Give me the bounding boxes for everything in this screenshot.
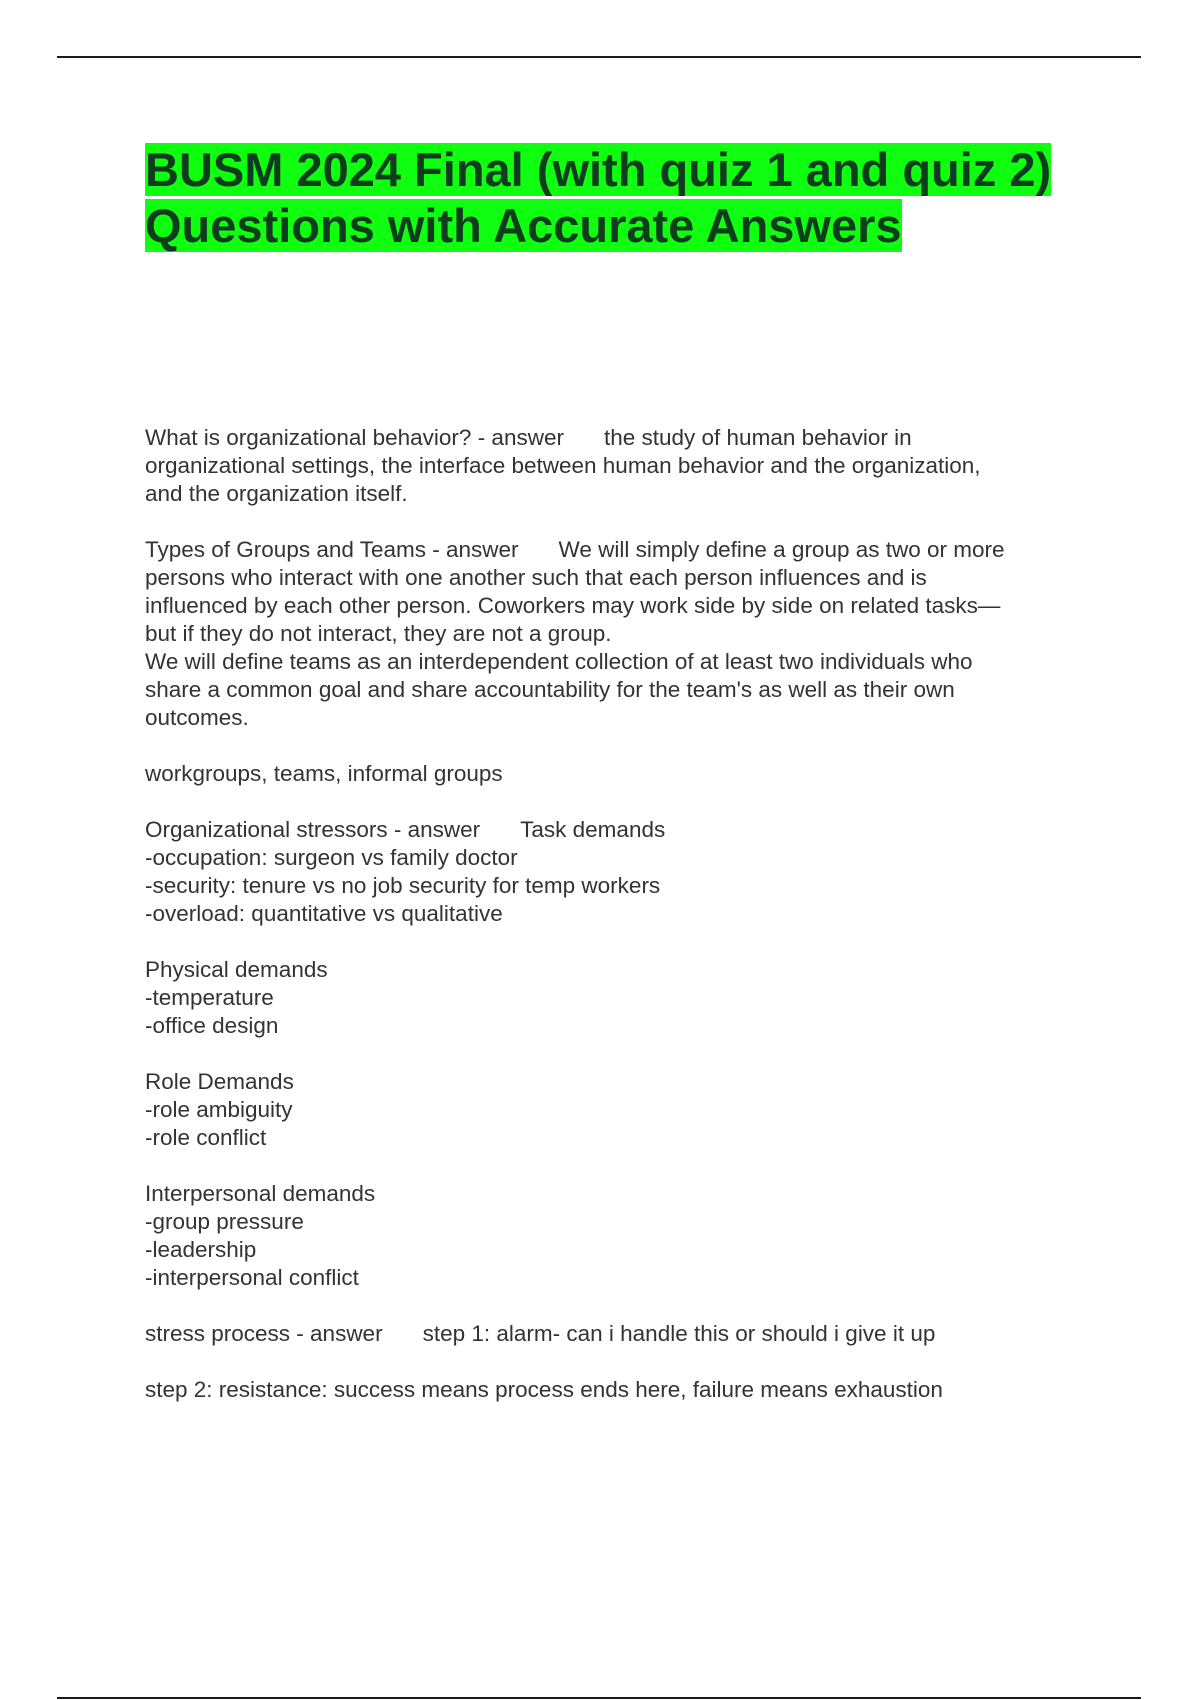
text-line: -leadership: [145, 1237, 257, 1262]
bottom-rule: [57, 1697, 1141, 1699]
question-text: What is organizational behavior? - answer: [145, 425, 564, 450]
text-line: Role Demands: [145, 1069, 294, 1094]
text-line: persons who interact with one another such that each person influences and is: [145, 565, 927, 590]
answer-text: We will simply define a group as two or more: [558, 537, 1005, 562]
text-line: Physical demands: [145, 957, 328, 982]
text-line: -group pressure: [145, 1209, 304, 1234]
answer-text: Task demands: [520, 817, 666, 842]
qa-paragraph: [145, 424, 1095, 508]
text-line: share a common goal and share accountability for the team's as well as their own: [145, 677, 955, 702]
qa-paragraph: [145, 956, 1095, 1040]
qa-paragraph: [145, 816, 1095, 928]
text-line: influenced by each other person. Coworkers may work side by side on related tasks—: [145, 593, 1001, 618]
text-line: and the organization itself.: [145, 481, 408, 506]
qa-paragraph: [145, 1068, 1095, 1152]
text-line: We will define teams as an interdependent collection of at least two individuals who: [145, 649, 973, 674]
question-text: Organizational stressors - answer: [145, 817, 481, 842]
document-title: [145, 142, 1090, 254]
text-line: step 2: resistance: success means process ends here, failure means exhaustion: [145, 1377, 943, 1402]
top-rule: [57, 56, 1141, 58]
text-line: -occupation: surgeon vs family doctor: [145, 845, 518, 870]
qa-paragraph: [145, 1180, 1095, 1292]
qa-paragraph: [145, 760, 1095, 788]
text-line: [145, 1320, 1095, 1348]
answer-text: the study of human behavior in: [603, 425, 912, 450]
text-line: Interpersonal demands: [145, 1181, 376, 1206]
text-line: but if they do not interact, they are not a group.: [145, 621, 612, 646]
qa-paragraph: [145, 1320, 1095, 1348]
text-line: [145, 816, 1095, 844]
question-text: stress process - answer: [145, 1321, 383, 1346]
text-line: -temperature: [145, 985, 274, 1010]
text-line: -overload: quantitative vs qualitative: [145, 901, 503, 926]
title-line-2: Questions with Accurate Answers: [145, 199, 902, 252]
title-line-1: BUSM 2024 Final (with quiz 1 and quiz 2): [145, 143, 1052, 196]
text-line: -office design: [145, 1013, 279, 1038]
text-line: workgroups, teams, informal groups: [145, 761, 503, 786]
answer-text: step 1: alarm- can i handle this or should i give it up: [422, 1321, 936, 1346]
text-line: -role conflict: [145, 1125, 267, 1150]
text-line: -interpersonal conflict: [145, 1265, 359, 1290]
text-line: [145, 424, 1095, 452]
text-line: outcomes.: [145, 705, 249, 730]
qa-paragraph: [145, 536, 1095, 732]
qa-paragraph: [145, 1376, 1095, 1404]
text-line: [145, 536, 1095, 564]
question-text: Types of Groups and Teams - answer: [145, 537, 519, 562]
text-line: organizational settings, the interface between human behavior and the organization,: [145, 453, 981, 478]
document-body: [145, 424, 1095, 1432]
text-line: -role ambiguity: [145, 1097, 293, 1122]
text-line: -security: tenure vs no job security for temp workers: [145, 873, 661, 898]
